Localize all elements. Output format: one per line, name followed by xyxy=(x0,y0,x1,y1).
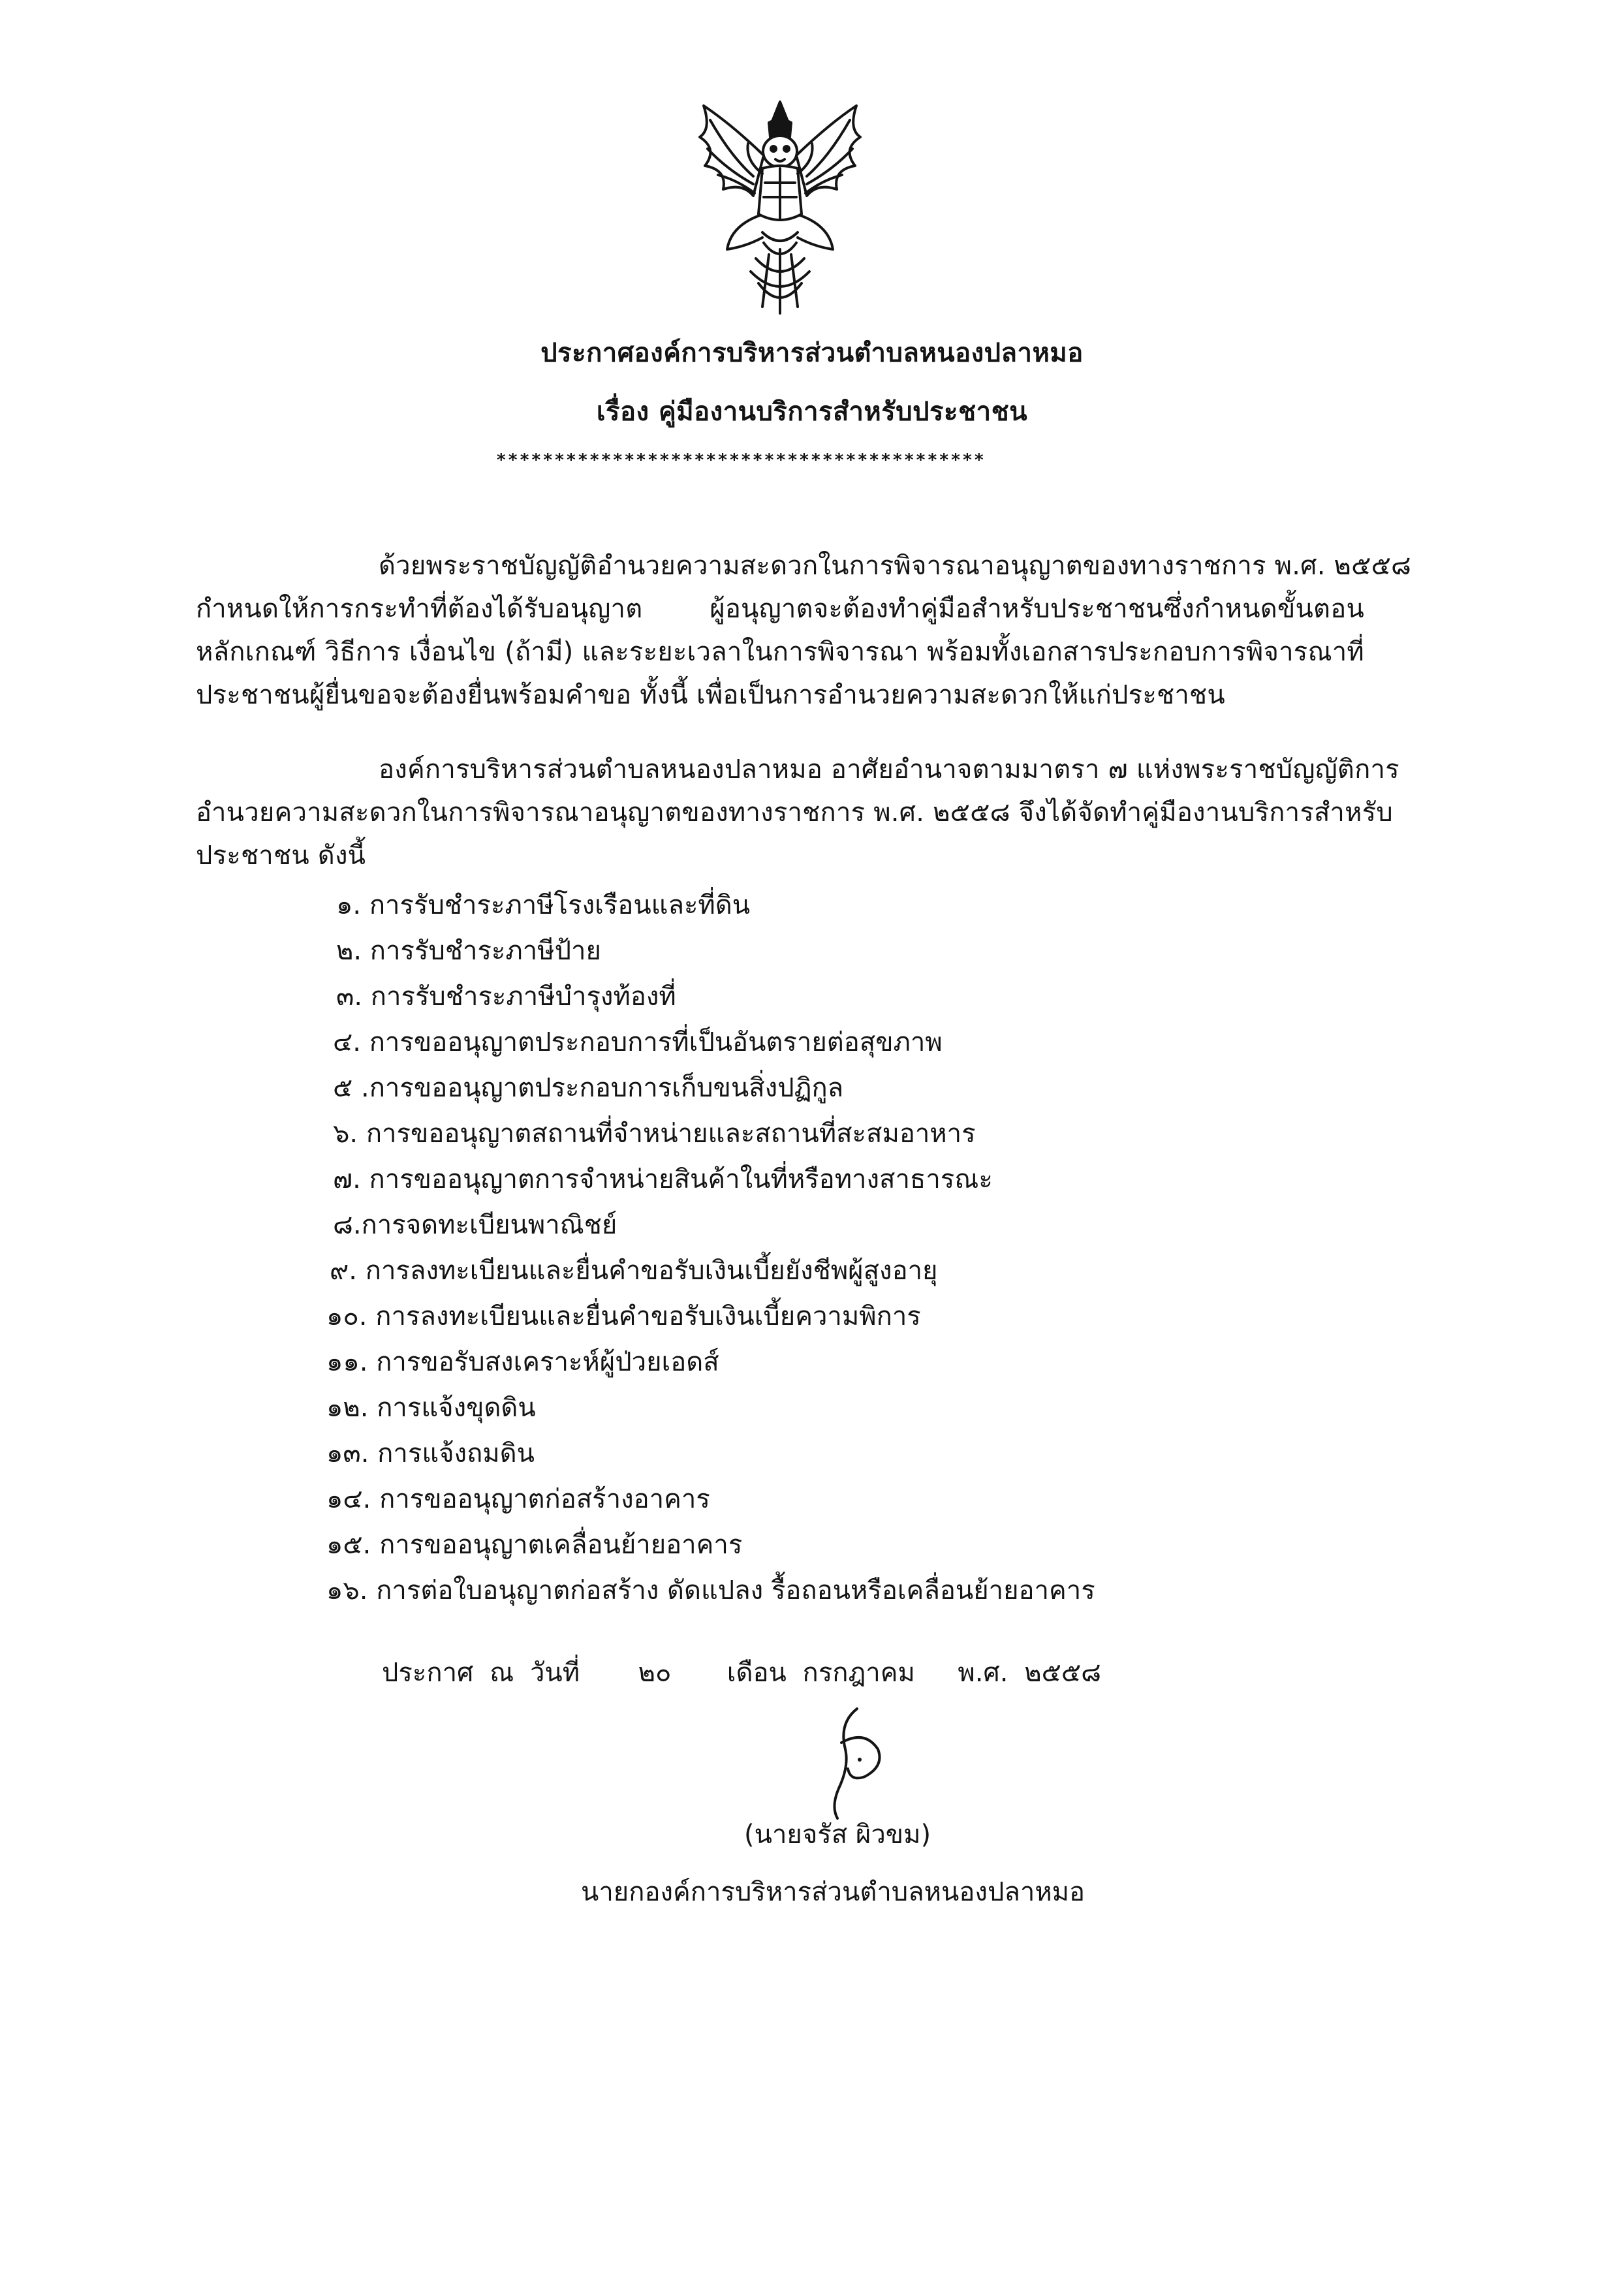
service-item: ๗. การขออนุญาตการจำหน่ายสินค้าในที่หรือทางสาธารณะ xyxy=(333,1164,993,1194)
paragraph-2-line-1: องค์การบริหารส่วนตำบลหนองปลาหมอ อาศัยอำนาจตามมาตรา ๗ แห่งพระราชบัญญัติการ xyxy=(379,755,1399,785)
announcement-subject: เรื่อง คู่มืองานบริการสำหรับประชาชน xyxy=(596,397,1028,427)
announced-label: ประกาศ ณ วันที่ xyxy=(382,1658,580,1688)
announcement-title: ประกาศองค์การบริหารส่วนตำบลหนองปลาหมอ xyxy=(540,338,1084,368)
paragraph-1-line-1: ด้วยพระราชบัญญัติอำนวยความสะดวกในการพิจารณาอนุญาตของทางราชการ พ.ศ. ๒๕๕๘ xyxy=(379,551,1412,581)
signer-name: (นายจรัส ผิวขม) xyxy=(744,1820,931,1850)
announcement-date xyxy=(382,1651,1101,1693)
service-item: ๔. การขออนุญาตประกอบการที่เป็นอันตรายต่อสุขภาพ xyxy=(333,1027,943,1057)
service-item: ๑๖. การต่อใบอนุญาตก่อสร้าง ดัดแปลง รื้อถอนหรือเคลื่อนย้ายอาคาร xyxy=(326,1576,1095,1606)
star-divider: ****************************************** xyxy=(496,450,986,470)
service-item: ๓. การรับชำระภาษีบำรุงท้องที่ xyxy=(336,982,676,1012)
service-item: ๒. การรับชำระภาษีป้าย xyxy=(336,936,601,966)
service-item: ๑๕. การขออนุญาตเคลื่อนย้ายอาคาร xyxy=(326,1530,743,1560)
service-item: ๖. การขออนุญาตสถานที่จำหน่ายและสถานที่สะสมอาหาร xyxy=(333,1119,976,1149)
service-item: ๑๑. การขอรับสงเคราะห์ผู้ป่วยเอดส์ xyxy=(326,1347,719,1377)
service-item: ๑๔. การขออนุญาตก่อสร้างอาคาร xyxy=(326,1484,710,1514)
paragraph-1-line-3: หลักเกณฑ์ วิธีการ เงื่อนไข (ถ้ามี) และระยะเวลาในการพิจารณา พร้อมทั้งเอกสารประกอบการพิจารณาที่ xyxy=(196,637,1364,667)
service-item: ๘.การจดทะเบียนพาณิชย์ xyxy=(333,1210,617,1240)
paragraph-1-line-2: กำหนดให้การกระทำที่ต้องได้รับอนุญาต ผู้อนุญาตจะต้องทำคู่มือสำหรับประชาชนซึ่งกำหนดขั้นตอน xyxy=(196,594,1364,624)
service-item: ๙. การลงทะเบียนและยื่นคำขอรับเงินเบี้ยยังชีพผู้สูงอายุ xyxy=(330,1256,938,1286)
paragraph-2-line-2: อำนวยความสะดวกในการพิจารณาอนุญาตของทางราชการ พ.ศ. ๒๕๕๘ จึงได้จัดทำคู่มืองานบริการสำหรับ xyxy=(196,798,1393,828)
date-day: ๒๐ xyxy=(638,1658,672,1688)
service-item: ๑๐. การลงทะเบียนและยื่นคำขอรับเงินเบี้ยความพิการ xyxy=(326,1301,921,1331)
date-year: พ.ศ. ๒๕๕๘ xyxy=(958,1658,1102,1688)
paragraph-2-line-3: ประชาชน ดังนี้ xyxy=(196,841,366,871)
signature-mark-icon xyxy=(819,1704,891,1821)
paragraph-1-line-4: ประชาชนผู้ยื่นขอจะต้องยื่นพร้อมคำขอ ทั้งนี้ เพื่อเป็นการอำนวยความสะดวกให้แก่ประชาชน xyxy=(196,680,1225,710)
service-item: ๑. การรับชำระภาษีโรงเรือนและที่ดิน xyxy=(336,890,751,920)
service-item: ๑๓. การแจ้งถมดิน xyxy=(326,1439,535,1469)
signer-position: นายกองค์การบริหารส่วนตำบลหนองปลาหมอ xyxy=(581,1877,1085,1907)
date-month: เดือน กรกฎาคม xyxy=(726,1658,915,1688)
garuda-emblem-icon xyxy=(685,98,875,320)
service-item: ๑๒. การแจ้งขุดดิน xyxy=(326,1393,536,1423)
service-item: ๕ .การขออนุญาตประกอบการเก็บขนสิ่งปฏิกูล xyxy=(333,1073,844,1103)
